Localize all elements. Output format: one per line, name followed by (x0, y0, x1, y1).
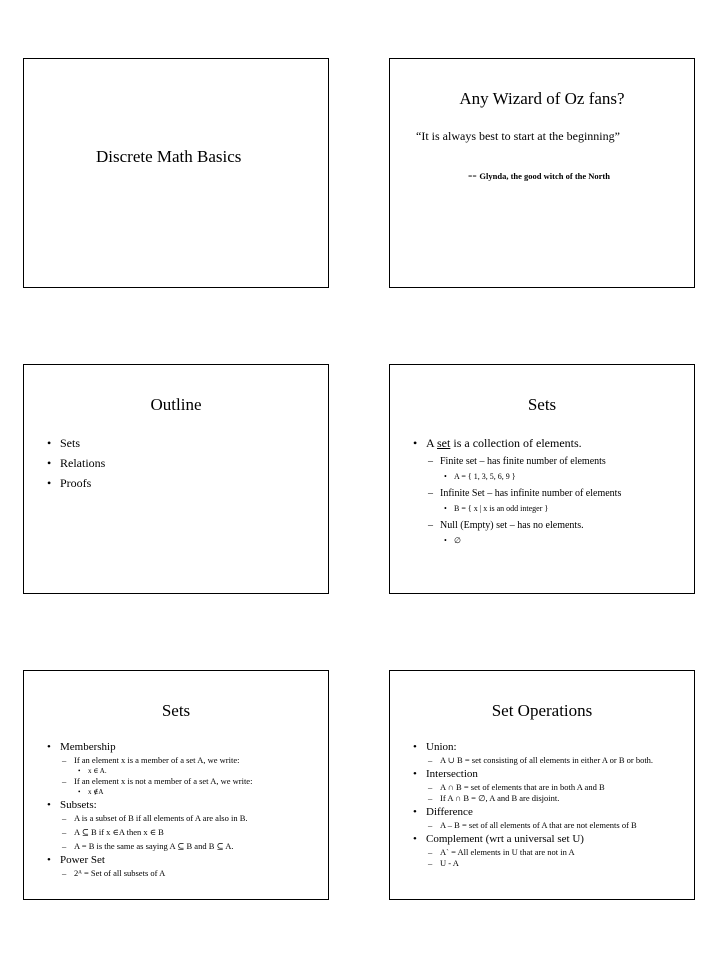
list-item: • B = { x | x is an odd integer } (410, 503, 680, 515)
slide-title: Set Operations (491, 701, 593, 720)
slide-title: Sets (161, 701, 191, 720)
slide-body (410, 433, 680, 547)
attribution-name: Glynda, the good witch of the North (479, 171, 610, 181)
list-item: – A is a subset of B if all elements of A are also in B. (44, 813, 314, 824)
list-item: • Relations (44, 453, 314, 473)
list-item: • Difference (410, 804, 674, 820)
underlined-term: set (437, 436, 451, 450)
list-item: – U - A (410, 858, 674, 869)
list-item: – Infinite Set – has infinite number of elements (410, 486, 680, 501)
text-fragment: A (426, 436, 438, 450)
attribution-dash: -- (468, 167, 477, 182)
list-item: – Null (Empty) set – has no elements. (410, 518, 680, 533)
slide-title: Discrete Math Basics (96, 147, 242, 166)
slide-sets-definition (389, 364, 695, 594)
slide-discrete-math-basics (23, 58, 329, 288)
list-item: • Proofs (44, 473, 314, 493)
list-item: • x ∉A (44, 787, 314, 797)
outline-list (44, 433, 314, 493)
list-item: • Complement (wrt a universal set U) (410, 831, 674, 847)
list-item: • Subsets: (44, 797, 314, 813)
list-item: • Membership (44, 739, 314, 755)
list-item: – A ∩ B = set of elements that are in both A and B (410, 782, 674, 793)
slide-body (44, 739, 314, 879)
slide-sets-membership (23, 670, 329, 900)
list-item: – A ∪ B = set consisting of all elements in either A or B or both. (410, 755, 674, 766)
list-item: – If A ∩ B = ∅, A and B are disjoint. (410, 793, 674, 804)
list-item (410, 433, 680, 453)
text-fragment: is a collection of elements. (450, 436, 582, 450)
list-item: • Sets (44, 433, 314, 453)
list-item: • x ∈ A. (44, 766, 314, 776)
slide-title: Sets (527, 395, 557, 414)
quote-text: “It is always best to start at the beginning” (416, 129, 620, 143)
list-item: – If an element x is not a member of a set A, we write: (44, 776, 314, 787)
list-item: – A` = All elements in U that are not in A (410, 847, 674, 858)
list-item: – A = B is the same as saying A ⊆ B and B ⊆ A. (44, 841, 314, 852)
slide-title: Outline (150, 395, 202, 414)
quote-attribution (468, 167, 610, 183)
list-item: • Union: (410, 739, 674, 755)
slide-title: Any Wizard of Oz fans? (459, 89, 625, 108)
slide-outline (23, 364, 329, 594)
list-item: – A ⊆ B if x ∈A then x ∈ B (44, 827, 314, 838)
slide-wizard-of-oz (389, 58, 695, 288)
list-item: • A = { 1, 3, 5, 6, 9 } (410, 471, 680, 483)
slide-body (410, 739, 674, 869)
list-item: – A – B = set of all elements of A that are not elements of B (410, 820, 674, 831)
list-item: – 2ᴬ = Set of all subsets of A (44, 868, 314, 879)
list-item: • Intersection (410, 766, 674, 782)
list-item: – Finite set – has finite number of elements (410, 454, 680, 469)
list-item: • ∅ (410, 535, 680, 547)
slide-set-operations (389, 670, 695, 900)
list-item: • Power Set (44, 852, 314, 868)
list-item: – If an element x is a member of a set A, we write: (44, 755, 314, 766)
